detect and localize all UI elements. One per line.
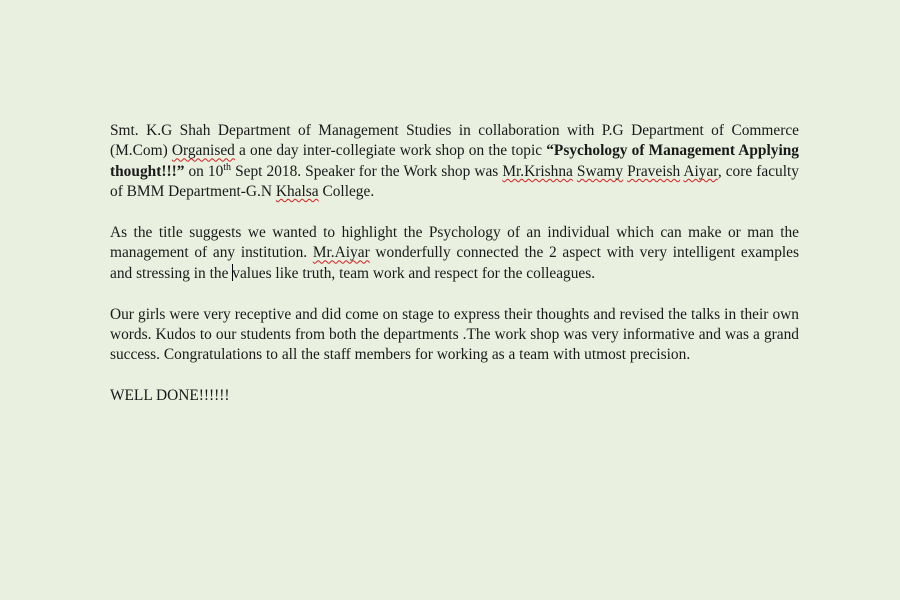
- text-run: As the title suggests we wanted to highlight the Psychology of an individual which can make or man the management of any institution.: [110, 224, 799, 262]
- text-run: College.: [318, 183, 375, 201]
- text-run: on 10: [184, 162, 224, 180]
- text-run: a one day inter-collegiate work shop on the topic: [234, 142, 547, 160]
- misspelled-word[interactable]: Khalsa: [275, 183, 319, 201]
- ordinal-suffix: th: [223, 161, 232, 173]
- text-run: Sept 2018. Speaker for the Work shop was: [231, 162, 503, 180]
- document-body[interactable]: [110, 121, 799, 427]
- misspelled-word[interactable]: Swamy: [576, 162, 624, 180]
- workshop-topic: “Psychology of Management Applying thought!!!”: [110, 142, 799, 180]
- paragraph-intro: [110, 121, 799, 203]
- misspelled-word[interactable]: Aiyar: [683, 162, 718, 180]
- misspelled-word[interactable]: Mr.Krishna: [502, 162, 573, 180]
- text-run: , core faculty of BMM Department-G.N: [110, 162, 799, 201]
- paragraph-closing: WELL DONE!!!!!!: [110, 387, 230, 405]
- misspelled-word[interactable]: Mr.Aiyar: [312, 244, 370, 262]
- text-run: values like truth, team work and respect for the colleagues.: [232, 264, 596, 282]
- misspelled-word[interactable]: Organised: [171, 142, 235, 160]
- paragraph-feedback: Our girls were very receptive and did come on stage to express their thoughts and revised the talks in their own words. Kudos to our students from both the departments .The work shop was very informative and was a grand success. Congratulations to all the staff members for working as a team with utmost precision.: [110, 305, 799, 364]
- text-run: Smt. K.G Shah Department of Management Studies in collaboration with P.G Department of Commerce (M.Com): [110, 122, 799, 160]
- paragraph-purpose: [110, 223, 799, 284]
- misspelled-word[interactable]: Praveish: [627, 162, 681, 180]
- text-run: wonderfully connected the 2 aspect with very intelligent examples and stressing in the: [110, 244, 799, 282]
